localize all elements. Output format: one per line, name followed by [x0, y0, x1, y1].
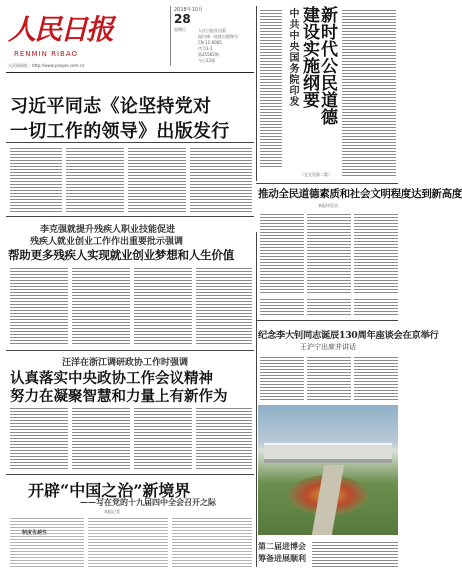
- right-column-body: [342, 8, 396, 178]
- story3-body: [10, 406, 68, 470]
- commentary-rule: [256, 183, 398, 184]
- masthead-rule: [6, 72, 254, 73]
- commentary-byline: 本报评论员: [318, 203, 338, 208]
- issue-info-line: CN 11-0065: [198, 40, 222, 45]
- story5-body: [88, 516, 168, 568]
- masthead-divider: [170, 6, 171, 66]
- story3-kicker: 汪洋在浙江调研政协工作时强调: [62, 358, 189, 368]
- issue-info-line: 今日12版: [198, 58, 216, 63]
- story2-body: [72, 266, 130, 346]
- photo-caption-2: 筹备进展顺利: [258, 553, 306, 563]
- story5-body: [172, 516, 252, 568]
- story2-kicker-1: 李克强就提升残疾人职业技能促进: [40, 225, 176, 235]
- story4-body: [307, 355, 351, 401]
- date-weekday: 星期日: [174, 27, 186, 32]
- right-column-divider: [256, 232, 257, 567]
- story3-body: [134, 406, 192, 470]
- story2-kicker-2: 残疾人就业创业工作作出重要批示强调: [30, 237, 184, 247]
- story2-body: [196, 266, 252, 346]
- story3-body: [72, 406, 130, 470]
- story5-section-label: 制度优越性: [22, 530, 48, 536]
- right-column-headline-1: 新时代公民道德: [317, 6, 337, 125]
- story2-headline: 帮助更多残疾人实现就业创业梦想和人生价值: [8, 248, 234, 262]
- story2-body: [134, 266, 192, 346]
- photo-caption-body: [312, 540, 398, 568]
- story4-sub: 王沪宁出席并讲话: [300, 343, 356, 351]
- commentary-body: [260, 297, 304, 317]
- story5-body: [10, 516, 84, 568]
- masthead-romanized: RENMIN RIBAO: [14, 50, 78, 58]
- commentary-headline: 推动全民道德素质和社会文明程度达到新高度: [258, 188, 462, 200]
- issue-info: [198, 28, 250, 70]
- commentary-body: [260, 212, 304, 294]
- section-rule: [6, 474, 254, 475]
- right-column-headline-2: 建设实施纲要: [299, 6, 319, 108]
- issue-info-line: 代号1-1: [198, 46, 213, 51]
- right-column-sub: （全文见第二版）: [300, 172, 332, 177]
- expo-photo: [258, 405, 398, 535]
- date-line: 2018年10月: [174, 7, 204, 13]
- story4-headline: 纪念李大钊同志诞辰130周年座谈会在京举行: [258, 330, 439, 341]
- section-rule: [6, 216, 254, 217]
- story3-headline-1: 认真落实中央政协工作会议精神: [10, 370, 213, 387]
- story2-body: [10, 266, 68, 346]
- right-column-divider: [256, 6, 257, 181]
- lead-body: [128, 146, 186, 212]
- lead-headline-line1: 习近平同志《论坚持党对: [10, 96, 212, 117]
- masthead-website[interactable]: 人民网网址：http://www.people.com.cn: [8, 63, 85, 68]
- story5-headline: 开辟“中国之治”新境界: [28, 481, 191, 500]
- commentary-body: [354, 212, 398, 294]
- section-rule: [6, 350, 254, 351]
- story5-sub: ——写在党的十九届四中全会召开之际: [80, 497, 216, 507]
- story3-body: [196, 406, 252, 470]
- lead-body: [10, 146, 62, 212]
- commentary-body: [307, 212, 351, 294]
- lead-body: [190, 146, 252, 212]
- issue-info-line: 人民日报社出版: [198, 28, 226, 33]
- lead-rule: [6, 142, 254, 143]
- photo-caption-1: 第二届进博会: [258, 541, 306, 551]
- lead-body: [66, 146, 124, 212]
- right-column-kicker: 中共中央国务院印发: [287, 8, 298, 107]
- issue-info-line: 国内统一连续出版物号: [198, 34, 238, 39]
- commentary-body: [354, 297, 398, 317]
- story4-body: [260, 355, 304, 401]
- section-rule: [256, 320, 398, 321]
- photo-caption-box: [258, 537, 308, 567]
- story5-byline: 本报记者: [104, 509, 120, 514]
- masthead-logo: 人民日报: [8, 13, 113, 46]
- date-day: 28: [174, 12, 191, 26]
- story3-headline-2: 努力在凝聚智慧和力量上有新作为: [10, 388, 228, 405]
- photo-building-shadow: [264, 459, 392, 463]
- right-column-body: [260, 8, 282, 168]
- commentary-body: [307, 297, 351, 317]
- story4-body: [354, 355, 398, 401]
- lead-headline-line2: 一切工作的领导》出版发行: [10, 121, 230, 142]
- issue-info-line: 第25562期: [198, 52, 219, 57]
